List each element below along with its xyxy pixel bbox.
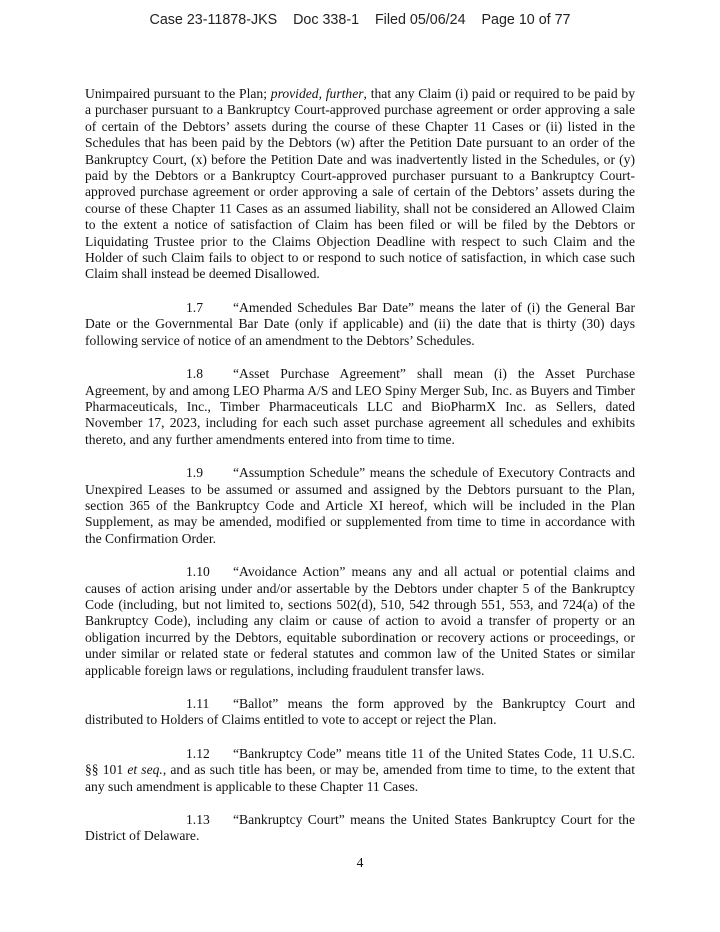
- definition-1-9: [85, 465, 635, 547]
- section-number: 1.9: [186, 465, 203, 481]
- document-body: [85, 86, 635, 862]
- section-number: 1.10: [186, 564, 210, 580]
- definition-text: “Asset Purchase Agreement” shall mean (i) the Asset Purchase Agreement, by and among LEO Pharma A/S and LEO Spiny Merger Sub, Inc. as Buyers and Timber Pharmaceuticals, Inc., Timber Pharmaceuticals LLC and BioPharmX Inc. as Sellers, dated November 17, 2023, including for each such asset purchase agreement all schedules and exhibits thereto, and any further amendments entered into from time to time.: [85, 366, 635, 447]
- intro-paragraph: Unimpaired pursuant to the Plan; provided, further, that any Claim (i) paid or required to be paid by a purchaser pursuant to a Bankruptcy Court-approved purchase agreement or order approving a sale of certain of the Debtors’ assets during the course of these Chapter 11 Cases or (ii) listed in the Schedules that has been paid by the Debtors (w) after the Petition Date pursuant to an order of the Bankruptcy Court, (x) before the Petition Date and was inadvertently listed in the Schedules, or (y) paid by the Debtors or a Bankruptcy Court-approved purchaser pursuant to a Bankruptcy Court-approved purchase agreement or order approving a sale of certain of the Debtors’ assets during the course of these Chapter 11 Cases as an assumed liability, shall not be considered an Allowed Claim to the extent a notice of satisfaction of Claim has been filed or will be filed by the Debtors or Liquidating Trustee prior to the Claims Objection Deadline with respect to such Claim and the Holder of such Claim fails to object to or respond to such notice of satisfaction, in which case such Claim shall instead be deemed Disallowed.: [85, 86, 635, 282]
- definition-1-8: [85, 366, 635, 448]
- section-number: 1.8: [186, 366, 203, 382]
- case-number: Case 23-11878-JKS: [149, 12, 278, 28]
- section-number: 1.13: [186, 812, 210, 828]
- definition-1-7: [85, 300, 635, 349]
- definition-1-11: [85, 696, 635, 729]
- definition-text: “Bankruptcy Court” means the United States Bankruptcy Court for the District of Delaware.: [85, 812, 635, 844]
- definition-text: “Avoidance Action” means any and all actual or potential claims and causes of action arising under and/or assertable by the Debtors under chapter 5 of the Bankruptcy Code (including, but not limited to, sections 502(d), 510, 542 through 551, 553, and 724(a) of the Bankruptcy Code), including any claim or cause of action to avoid a transfer of property or an obligation incurred by the Debtors, equitable subordination or recovery actions or proceedings, or under similar or related state or federal statutes and common law of the United States or similar applicable foreign laws or regulations, including fraudulent transfer laws.: [85, 564, 635, 678]
- filing-header: [0, 12, 720, 28]
- definition-1-12: 1.12 “Bankruptcy Code” means title 11 of the United States Code, 11 U.S.C. §§ 101 et seq., and as such title has been, or may be, amended from time to time, to the extent that any such amendment is applicable to these Chapter 11 Cases.: [85, 745, 635, 794]
- definition-text: “Assumption Schedule” means the schedule of Executory Contracts and Unexpired Leases to be assumed or assumed and assigned by the Debtors pursuant to the Plan, section 365 of the Bankruptcy Code and Article XI hereof, which will be included in the Plan Supplement, as may be amended, modified or supplemented from time to time in accordance with the Confirmation Order.: [85, 465, 635, 546]
- definition-1-10: [85, 564, 635, 679]
- section-number: 1.12: [186, 745, 210, 761]
- section-number: 1.7: [186, 299, 203, 315]
- doc-number: Doc 338-1: [293, 12, 360, 28]
- definition-text: “Bankruptcy Code” means title 11 of the United States Code, 11 U.S.C. §§ 101: [85, 745, 635, 778]
- filed-date: Filed 05/06/24: [374, 12, 466, 28]
- page-number: 4: [356, 855, 364, 870]
- definition-text: “Amended Schedules Bar Date” means the later of (i) the General Bar Date or the Governmental Bar Date (only if applicable) and (ii) the date that is thirty (30) days following service of notice of an amendment to the Debtors’ Schedules.: [85, 299, 635, 348]
- definition-1-13: [85, 812, 635, 845]
- section-number: 1.11: [186, 696, 210, 711]
- definition-text: “Ballot” means the form approved by the Bankruptcy Court and distributed to Holders of Claims entitled to vote to accept or reject the Plan.: [85, 696, 635, 728]
- page-of-total: Page 10 of 77: [481, 12, 571, 28]
